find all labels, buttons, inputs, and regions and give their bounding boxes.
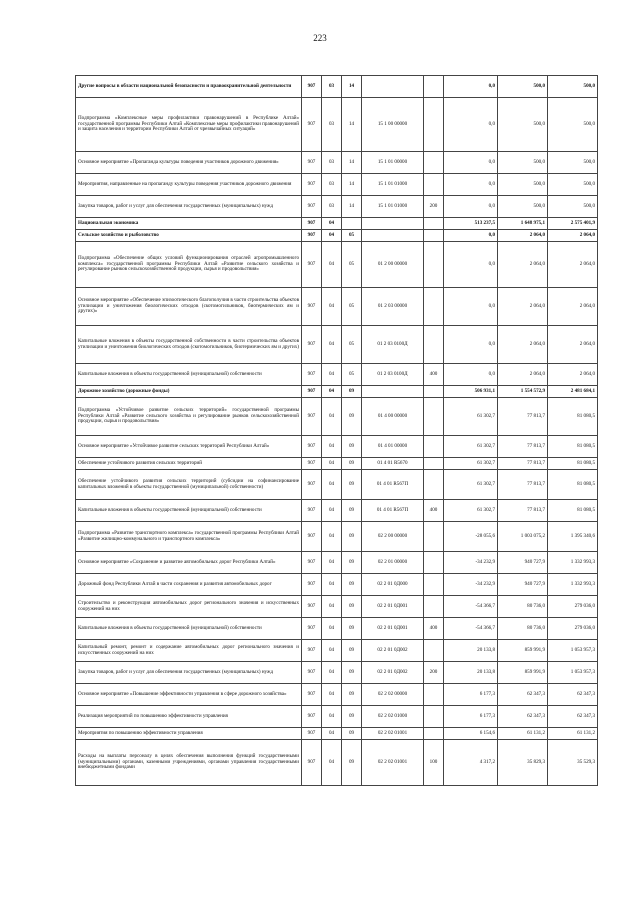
row-sum-2: 859 991,9 <box>498 640 548 662</box>
row-name: Сельское хозяйство и рыболовство <box>76 230 302 242</box>
row-rz-code: 04 <box>322 706 342 728</box>
table-row <box>76 596 598 618</box>
row-name: Основное мероприятие «Сохранение и развитие автомобильных дорог Республики Алтай» <box>76 552 302 574</box>
row-sum-1: 0,0 <box>444 76 498 98</box>
row-sum-3: 500,0 <box>548 196 598 218</box>
table-row <box>76 152 598 174</box>
row-rz-code: 04 <box>322 398 342 436</box>
row-gr-code: 907 <box>302 684 322 706</box>
row-sum-1: -28 055,6 <box>444 522 498 552</box>
row-sum-3: 2 064,0 <box>548 242 598 288</box>
row-pr-code: 09 <box>342 662 362 684</box>
row-sum-3: 1 053 957,3 <box>548 662 598 684</box>
row-sum-1: 20 133,8 <box>444 640 498 662</box>
row-sum-1: -34 232,9 <box>444 574 498 596</box>
row-pr-code: 09 <box>342 728 362 740</box>
row-target-article: 15 1 01 01000 <box>362 196 424 218</box>
row-name: Подпрограмма «Комплексные меры профилактики правонарушений в Республике Алтай» государственной программы Республики Алтай «Комплексные меры профилактики правонарушений и защита населения и территории Республики Алтай от чрезвычайных ситуаций» <box>76 98 302 152</box>
row-target-article: 01 2 03 00000 <box>362 288 424 326</box>
row-sum-1: 506 931,1 <box>444 386 498 398</box>
row-name: Подпрограмма «Развитие транспортного комплекса» государственной программы Республики Алтай «Развитие жилищно-коммунального и транспортного комплекса» <box>76 522 302 552</box>
row-sum-3: 500,0 <box>548 152 598 174</box>
row-target-article: 02 2 02 00000 <box>362 684 424 706</box>
table-body <box>76 76 598 786</box>
table-row <box>76 728 598 740</box>
table-row <box>76 398 598 436</box>
row-sum-1: -54 366,7 <box>444 596 498 618</box>
table-row <box>76 386 598 398</box>
row-target-article: 02 2 01 0Д002 <box>362 640 424 662</box>
row-target-article: 02 2 02 01001 <box>362 740 424 786</box>
row-rz-code: 04 <box>322 740 342 786</box>
row-gr-code: 907 <box>302 500 322 522</box>
row-target-article: 02 2 01 00000 <box>362 552 424 574</box>
row-expense-type <box>424 398 444 436</box>
row-rz-code: 04 <box>322 522 342 552</box>
table-row <box>76 230 598 242</box>
row-sum-1: -34 232,9 <box>444 552 498 574</box>
row-pr-code: 05 <box>342 364 362 386</box>
row-sum-2: 2 064,0 <box>498 288 548 326</box>
row-gr-code: 907 <box>302 76 322 98</box>
row-expense-type <box>424 470 444 500</box>
row-sum-2: 500,0 <box>498 98 548 152</box>
row-target-article: 02 2 00 00000 <box>362 522 424 552</box>
row-gr-code: 907 <box>302 288 322 326</box>
row-sum-1: 61 302,7 <box>444 436 498 458</box>
row-sum-3: 2 064,0 <box>548 288 598 326</box>
row-sum-2: 500,0 <box>498 152 548 174</box>
row-sum-1: 6 177,3 <box>444 684 498 706</box>
row-pr-code: 09 <box>342 706 362 728</box>
row-sum-3: 81 080,5 <box>548 500 598 522</box>
row-gr-code: 907 <box>302 552 322 574</box>
table-row <box>76 242 598 288</box>
row-sum-2: 2 064,0 <box>498 230 548 242</box>
row-sum-3: 500,0 <box>548 98 598 152</box>
row-sum-2: 62 347,3 <box>498 706 548 728</box>
row-sum-3: 500,0 <box>548 174 598 196</box>
row-rz-code: 04 <box>322 618 342 640</box>
row-name: Обеспечение устойчивого развития сельских территорий <box>76 458 302 470</box>
table-row <box>76 218 598 230</box>
row-sum-1: 6 177,3 <box>444 706 498 728</box>
row-gr-code: 907 <box>302 230 322 242</box>
row-sum-2: 940 727,9 <box>498 574 548 596</box>
row-sum-2: 859 991,9 <box>498 662 548 684</box>
row-gr-code: 907 <box>302 174 322 196</box>
row-rz-code: 04 <box>322 574 342 596</box>
row-name: Обеспечение устойчивого развития сельских территорий (субсидии на софинансирование капитальных вложений в объекты государственной (муниципальной) собственности) <box>76 470 302 500</box>
row-sum-2: 35 829,3 <box>498 740 548 786</box>
row-target-article: 01 4 01 R567П <box>362 500 424 522</box>
row-sum-3: 2 064,0 <box>548 364 598 386</box>
row-rz-code: 04 <box>322 458 342 470</box>
table-row <box>76 522 598 552</box>
row-gr-code: 907 <box>302 706 322 728</box>
table-row <box>76 98 598 152</box>
table-row <box>76 458 598 470</box>
row-expense-type <box>424 230 444 242</box>
row-pr-code: 09 <box>342 386 362 398</box>
row-rz-code: 04 <box>322 364 342 386</box>
row-expense-type <box>424 174 444 196</box>
row-pr-code: 05 <box>342 288 362 326</box>
row-target-article: 15 1 01 00000 <box>362 152 424 174</box>
row-sum-3: 2 481 684,1 <box>548 386 598 398</box>
row-name: Дорожное хозяйство (дорожные фонды) <box>76 386 302 398</box>
row-gr-code: 907 <box>302 728 322 740</box>
row-sum-2: 62 347,3 <box>498 684 548 706</box>
row-sum-1: -54 366,7 <box>444 618 498 640</box>
row-sum-3: 35 529,3 <box>548 740 598 786</box>
row-sum-3: 279 036,0 <box>548 596 598 618</box>
table-row <box>76 288 598 326</box>
table-row <box>76 364 598 386</box>
row-expense-type: 400 <box>424 618 444 640</box>
table-row <box>76 662 598 684</box>
row-gr-code: 907 <box>302 458 322 470</box>
row-expense-type: 400 <box>424 364 444 386</box>
row-target-article <box>362 230 424 242</box>
row-pr-code: 14 <box>342 76 362 98</box>
row-sum-2: 77 813,7 <box>498 436 548 458</box>
row-rz-code: 04 <box>322 552 342 574</box>
row-expense-type <box>424 706 444 728</box>
row-expense-type <box>424 552 444 574</box>
row-gr-code: 907 <box>302 596 322 618</box>
row-pr-code: 14 <box>342 174 362 196</box>
row-pr-code: 09 <box>342 740 362 786</box>
row-expense-type <box>424 242 444 288</box>
row-name: Реализация мероприятий по повышению эффективности управления <box>76 706 302 728</box>
row-sum-1: 0,0 <box>444 152 498 174</box>
row-sum-1: 61 302,7 <box>444 500 498 522</box>
row-sum-1: 0,0 <box>444 196 498 218</box>
row-gr-code: 907 <box>302 326 322 364</box>
row-name: Основное мероприятие «Повышение эффективности управления в сфере дорожного хозяйства» <box>76 684 302 706</box>
row-sum-3: 2 064,0 <box>548 230 598 242</box>
row-expense-type <box>424 640 444 662</box>
row-sum-3: 500,0 <box>548 76 598 98</box>
row-gr-code: 907 <box>302 436 322 458</box>
row-name: Закупка товаров, работ и услуг для обеспечения государственных (муниципальных) нужд <box>76 662 302 684</box>
row-rz-code: 04 <box>322 436 342 458</box>
row-sum-1: 0,0 <box>444 364 498 386</box>
row-expense-type <box>424 76 444 98</box>
row-rz-code: 04 <box>322 662 342 684</box>
row-rz-code: 04 <box>322 470 342 500</box>
row-sum-3: 62 347,3 <box>548 684 598 706</box>
row-target-article: 15 1 01 01000 <box>362 174 424 196</box>
table-row <box>76 470 598 500</box>
row-name: Закупка товаров, работ и услуг для обеспечения государственных (муниципальных) нужд <box>76 196 302 218</box>
row-target-article: 02 2 01 0Д000 <box>362 574 424 596</box>
row-target-article: 02 2 02 01001 <box>362 728 424 740</box>
row-name: Национальная экономика <box>76 218 302 230</box>
row-gr-code: 907 <box>302 618 322 640</box>
row-sum-1: 6 154,6 <box>444 728 498 740</box>
row-pr-code: 09 <box>342 500 362 522</box>
row-sum-3: 1 053 957,3 <box>548 640 598 662</box>
row-rz-code: 03 <box>322 152 342 174</box>
row-sum-2: 77 813,7 <box>498 398 548 436</box>
row-gr-code: 907 <box>302 470 322 500</box>
row-name: Дорожный фонд Республики Алтай в части сохранения и развития автомобильных дорог <box>76 574 302 596</box>
row-pr-code: 09 <box>342 522 362 552</box>
row-pr-code: 09 <box>342 458 362 470</box>
row-name: Строительство и реконструкция автомобильных дорог регионального значения и искусственных сооружений на них <box>76 596 302 618</box>
row-rz-code: 04 <box>322 218 342 230</box>
row-sum-3: 1 332 993,3 <box>548 574 598 596</box>
row-target-article: 15 1 00 00000 <box>362 98 424 152</box>
row-sum-3: 62 347,3 <box>548 706 598 728</box>
table-row <box>76 326 598 364</box>
row-name: Мероприятия, направленные на пропаганду культуры поведения участников дорожного движения <box>76 174 302 196</box>
row-pr-code: 05 <box>342 326 362 364</box>
row-name: Основное мероприятие «Обеспечение эпизоотического благополучия в части строительства объектов утилизации и уничтожения биологических отходов (скотомогильников, биотермических ям и других)» <box>76 288 302 326</box>
row-name: Капитальные вложения в объекты государственной (муниципальной) собственности <box>76 500 302 522</box>
table-row <box>76 618 598 640</box>
row-gr-code: 907 <box>302 152 322 174</box>
row-pr-code: 09 <box>342 398 362 436</box>
row-pr-code: 09 <box>342 552 362 574</box>
row-target-article <box>362 218 424 230</box>
row-pr-code: 09 <box>342 640 362 662</box>
row-gr-code: 907 <box>302 640 322 662</box>
row-expense-type <box>424 386 444 398</box>
table-row <box>76 196 598 218</box>
row-pr-code <box>342 218 362 230</box>
row-rz-code: 04 <box>322 596 342 618</box>
row-target-article: 02 2 01 0Д001 <box>362 618 424 640</box>
row-target-article: 01 2 00 00000 <box>362 242 424 288</box>
row-target-article: 01 2 03 0100Д <box>362 364 424 386</box>
table-row <box>76 174 598 196</box>
row-pr-code: 05 <box>342 242 362 288</box>
row-rz-code: 04 <box>322 728 342 740</box>
row-sum-2: 61 131,2 <box>498 728 548 740</box>
row-pr-code: 09 <box>342 574 362 596</box>
row-pr-code: 09 <box>342 684 362 706</box>
table-row <box>76 574 598 596</box>
row-expense-type <box>424 152 444 174</box>
row-pr-code: 14 <box>342 98 362 152</box>
row-target-article: 01 2 03 0100Д <box>362 326 424 364</box>
row-sum-3: 81 080,5 <box>548 398 598 436</box>
row-gr-code: 907 <box>302 574 322 596</box>
row-expense-type <box>424 684 444 706</box>
row-rz-code: 04 <box>322 500 342 522</box>
row-sum-3: 81 080,5 <box>548 436 598 458</box>
row-pr-code: 09 <box>342 618 362 640</box>
row-name: Мероприятия по повышению эффективности управления <box>76 728 302 740</box>
page-number: 223 <box>313 33 327 43</box>
row-sum-2: 77 813,7 <box>498 500 548 522</box>
row-rz-code: 04 <box>322 326 342 364</box>
row-sum-1: 61 302,7 <box>444 470 498 500</box>
table-row <box>76 640 598 662</box>
table-row <box>76 740 598 786</box>
row-expense-type <box>424 596 444 618</box>
row-name: Основное мероприятие «Устойчивое развитие сельских территорий Республики Алтай» <box>76 436 302 458</box>
row-sum-2: 500,0 <box>498 76 548 98</box>
row-gr-code: 907 <box>302 398 322 436</box>
row-name: Капитальные вложения в объекты государственной собственности в части строительства объектов утилизации и уничтожения биологических отходов (скотомогильников, биотермических ям и других) <box>76 326 302 364</box>
row-expense-type <box>424 458 444 470</box>
row-pr-code: 14 <box>342 152 362 174</box>
row-rz-code: 04 <box>322 230 342 242</box>
row-target-article: 02 2 02 01000 <box>362 706 424 728</box>
row-sum-1: 61 302,7 <box>444 458 498 470</box>
row-rz-code: 03 <box>322 98 342 152</box>
row-sum-2: 1 554 572,9 <box>498 386 548 398</box>
row-sum-2: 500,0 <box>498 196 548 218</box>
row-sum-1: 0,0 <box>444 230 498 242</box>
row-sum-3: 61 131,2 <box>548 728 598 740</box>
row-expense-type: 400 <box>424 500 444 522</box>
row-expense-type <box>424 522 444 552</box>
row-expense-type: 100 <box>424 740 444 786</box>
row-target-article: 01 4 00 00000 <box>362 398 424 436</box>
row-rz-code: 03 <box>322 76 342 98</box>
row-rz-code: 04 <box>322 288 342 326</box>
row-sum-2: 77 813,7 <box>498 458 548 470</box>
row-name: Капитальный ремонт, ремонт и содержание автомобильных дорог регионального значения и искусственных сооружений на них <box>76 640 302 662</box>
row-expense-type <box>424 218 444 230</box>
row-sum-2: 2 064,0 <box>498 242 548 288</box>
row-gr-code: 907 <box>302 522 322 552</box>
row-name: Основное мероприятие «Пропаганда культуры поведения участников дорожного движения» <box>76 152 302 174</box>
row-expense-type <box>424 326 444 364</box>
row-sum-1: 513 237,5 <box>444 218 498 230</box>
row-name: Расходы на выплаты персоналу в целях обеспечения выполнения функций государственными (муниципальными) органами, казенными учреждениями, органами управления государственными внебюджетными фондами <box>76 740 302 786</box>
row-name: Подпрограмма «Обеспечение общих условий функционирования отраслей агропромышленного комплекса» государственной программы Республики Алтай «Развитие сельского хозяйства и регулирование рынков сельскохозяйственной продукции, сырья и продовольствия» <box>76 242 302 288</box>
row-gr-code: 907 <box>302 364 322 386</box>
row-expense-type: 200 <box>424 196 444 218</box>
row-sum-1: 0,0 <box>444 326 498 364</box>
budget-table <box>75 75 598 786</box>
row-gr-code: 907 <box>302 242 322 288</box>
row-gr-code: 907 <box>302 98 322 152</box>
row-expense-type <box>424 574 444 596</box>
row-sum-1: 61 302,7 <box>444 398 498 436</box>
row-sum-3: 81 080,5 <box>548 458 598 470</box>
row-gr-code: 907 <box>302 386 322 398</box>
row-name: Капитальные вложения в объекты государственной (муниципальной) собственности <box>76 364 302 386</box>
row-target-article: 01 4 01 R5670 <box>362 458 424 470</box>
row-expense-type: 200 <box>424 662 444 684</box>
row-target-article: 01 4 01 R567П <box>362 470 424 500</box>
row-sum-2: 940 727,9 <box>498 552 548 574</box>
table-row <box>76 76 598 98</box>
table-row <box>76 684 598 706</box>
row-rz-code: 04 <box>322 242 342 288</box>
row-sum-2: 80 736,0 <box>498 596 548 618</box>
row-expense-type <box>424 436 444 458</box>
row-sum-2: 1 648 975,1 <box>498 218 548 230</box>
row-rz-code: 04 <box>322 386 342 398</box>
row-sum-1: 0,0 <box>444 98 498 152</box>
row-target-article: 02 2 01 0Д001 <box>362 596 424 618</box>
row-sum-3: 1 395 340,6 <box>548 522 598 552</box>
row-pr-code: 09 <box>342 436 362 458</box>
table-row <box>76 552 598 574</box>
row-expense-type <box>424 288 444 326</box>
row-pr-code: 09 <box>342 470 362 500</box>
row-pr-code: 14 <box>342 196 362 218</box>
row-sum-3: 81 080,5 <box>548 470 598 500</box>
row-target-article <box>362 386 424 398</box>
row-sum-2: 77 813,7 <box>498 470 548 500</box>
row-sum-3: 2 575 401,9 <box>548 218 598 230</box>
row-sum-2: 80 736,0 <box>498 618 548 640</box>
row-rz-code: 04 <box>322 684 342 706</box>
row-target-article <box>362 76 424 98</box>
row-rz-code: 03 <box>322 196 342 218</box>
row-sum-1: 0,0 <box>444 242 498 288</box>
row-sum-3: 1 332 993,3 <box>548 552 598 574</box>
row-gr-code: 907 <box>302 662 322 684</box>
row-name: Другие вопросы в области национальной безопасности и правоохранительной деятельности <box>76 76 302 98</box>
row-expense-type <box>424 98 444 152</box>
table-row <box>76 706 598 728</box>
row-sum-3: 2 064,0 <box>548 326 598 364</box>
row-sum-1: 0,0 <box>444 174 498 196</box>
row-name: Подпрограмма «Устойчивое развитие сельских территорий» государственной программы Республики Алтай «Развитие сельского хозяйства и регулирование рынков сельскохозяйственной продукции, сырья и продовольствия» <box>76 398 302 436</box>
row-sum-1: 20 133,8 <box>444 662 498 684</box>
row-gr-code: 907 <box>302 740 322 786</box>
row-pr-code: 05 <box>342 230 362 242</box>
row-expense-type <box>424 728 444 740</box>
row-name: Капитальные вложения в объекты государственной (муниципальной) собственности <box>76 618 302 640</box>
row-sum-3: 279 036,0 <box>548 618 598 640</box>
row-sum-2: 2 064,0 <box>498 364 548 386</box>
row-sum-1: 0,0 <box>444 288 498 326</box>
table-row <box>76 500 598 522</box>
row-sum-1: 4 317,2 <box>444 740 498 786</box>
row-sum-2: 500,0 <box>498 174 548 196</box>
row-target-article: 02 2 01 0Д002 <box>362 662 424 684</box>
row-target-article: 01 4 01 00000 <box>362 436 424 458</box>
table-row <box>76 436 598 458</box>
row-rz-code: 04 <box>322 640 342 662</box>
row-rz-code: 03 <box>322 174 342 196</box>
row-gr-code: 907 <box>302 196 322 218</box>
row-pr-code: 09 <box>342 596 362 618</box>
row-sum-2: 1 003 075,2 <box>498 522 548 552</box>
row-sum-2: 2 064,0 <box>498 326 548 364</box>
row-gr-code: 907 <box>302 218 322 230</box>
